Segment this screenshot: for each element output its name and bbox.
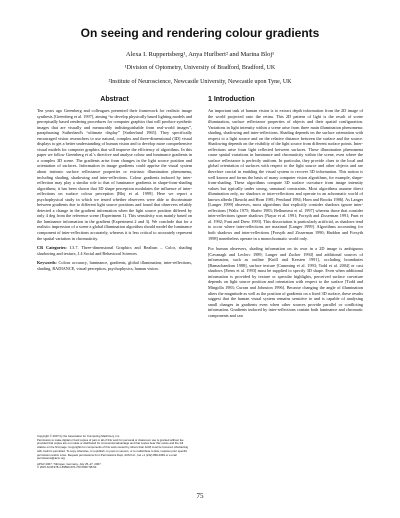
keywords-text: Colour accuracy, luminance, gradients, global illumination, inter-reflections, shading, RADIANCE, visual perception, psychophysics, human vision. bbox=[37, 260, 192, 271]
affiliation-bradford: ¹Division of Optometry, University of Bradford, Bradford, UK bbox=[124, 65, 276, 71]
cr-categories bbox=[37, 245, 192, 256]
introduction-heading: 1 Introduction bbox=[208, 96, 255, 103]
conference-line: APGV 2007, Tübingen, Germany, July 25–27, 2007. bbox=[37, 461, 102, 466]
copyright-line: Copyright © 2007 by the Association for Computing Machinery, Inc. bbox=[37, 434, 121, 438]
abstract-heading: Abstract bbox=[100, 96, 129, 103]
right-column bbox=[208, 95, 363, 318]
introduction-paragraph-2: For human observers, shading information on its own in a 2D image is ambiguous [Cavanagh and Leclerc 1989; Langer and Zucker 1994] and additional sources of information, such as outline [Knill and Kersten 1991], occluding boundaries [Ramachandran 1988], surface texture [Cumming et al. 1993; Todd et al. 2004] or cast shadows [Erens et al. 1993] must be supplied to specify 3D shape. Even when additional information is provided by texture or specular highlights, perceived surface curvature depends on light source position and orientation with respect to the surface [Todd and Mingolla 1983; Curran and Johnston 1996]. Because changing the angle of illumination alters the magnitude as well as the position of gradients on a fixed 3D surface, these results suggest that the human visual system remains sensitive to and is capable of analysing small changes in gradients even when other sources provide parallel or conflicting information. Gradients induced by inter-reflections contain both luminance and chromatic components and can bbox=[208, 246, 363, 318]
keywords bbox=[37, 260, 192, 271]
page-number: 75 bbox=[196, 492, 204, 500]
keywords-label: Keywords: bbox=[37, 260, 57, 266]
author-list: Alexa I. Ruppertsberg¹, Anya Hurlbert² and Marina Bloj¹ bbox=[125, 51, 275, 58]
introduction-paragraph-1: An important task of human vision is to extract depth information from the 2D image of the world projected onto the retina. This 2D pattern of light is the result of scene illumination, surface reflectance properties of objects and their spatial configuration. Variations in light intensity within a scene arise from three main illumination phenomena: shading, shadowing and inter-reflections. Shading depends on the surface orientation with respect to a light source and on the relative distance between the surface and the source. Shadowing depends on the visibility of the light source from different surface points. Inter-reflections arise from light reflected between surfaces. These illumination phenomena cause spatial variations in luminance and chromaticity within the scene, even where the surface reflectance is perfectly uniform. In particular, they provide clues to the local and global orientation of surfaces with respect to the light source and other objects and are therefore crucial in enabling the visual system to recover 3D information. This notion is well known and forms the basis of many computer vision algorithms, for example, shape-from-shading. These algorithms compute 3D surface curvature from image intensity values but typically under strong, unnatural constraints. Most algorithms assume direct illumination only, no shadows or inter-reflections and operate in an achromatic world of known albedo [Ikeuchi and Horn 1981; Pentland 1984; Horn and Brooks 1986]. As Langer [Langer 1999] observes, most algorithms that explicitly consider shadows ignore inter-reflections [Waltz 1975; Shafer 1983; Belhumeur et al. 1997] whereas those that consider inter-reflections ignore shadows [Nayar et al. 1991; Forsyth and Zisserman 1991; Funt et al. 1992; Funt and Drew 1993]. This dissociation is particularly artificial, as shadows tend to occur where inter-reflections are maximal [Langer 1999]. Algorithms accounting for both shadows and inter-reflections [Forsyth and Zisserman 1990; Haddon and Forsyth 1998] nonetheless operate in a monochromatic world only. bbox=[208, 108, 363, 241]
cr-categories-label: CR Categories: bbox=[37, 245, 67, 251]
left-column bbox=[37, 95, 192, 271]
copyright-footer bbox=[37, 435, 192, 470]
isbn-line: © 2007 ACM 978-1-59593-670-7/07/0007 $5.00 bbox=[37, 465, 97, 470]
affiliation-newcastle: ²Institute of Neuroscience, Newcastle University, Newcastle upon Tyne, UK bbox=[108, 79, 292, 85]
paper-title: On seeing and rendering colour gradients bbox=[80, 26, 320, 40]
cr-categories-text: I.3.7. Three-dimensional Graphics and Realism – Color, shading shadowing and texture, J.4 Social and Behavioral Sciences bbox=[37, 245, 192, 256]
abstract-text: Ten years ago Greenberg and colleagues presented their framework for realistic image synthesis [Greenberg et al. 1997], aiming “to develop physically based lighting models and perceptually based rendering procedures for computer graphics that will produce synthetic images that are visually and measurably indistinguishable from real-world images”, paraphrasing Sutherland's “ultimate display” [Sutherland 1965]. They specifically encouraged vision researchers to use natural, complex and three-dimensional (3D) visual displays to get a better understanding of human vision and to develop more comprehensive visual models for computer graphics that will improve the efficiency of algorithms. In this paper we follow Greenberg et al.'s directive and analyse colour and luminance gradients in a complex 3D scene. The gradients arise from changes in the light source position and orientation of surfaces. Information in image gradients could apprise the visual system about intrinsic surface reflectance properties or extrinsic illumination phenomena, including shading, shadowing and inter-reflections. Colour gradients induced by inter-reflection may play a similar role to that of luminance gradients in shape-from-shading algorithms; it has been shown that 3D shape perception modulates the influence of inter-reflections on surface colour perception [Bloj et al. 1999]. Here we report a psychophysical study in which we tested whether observers were able to discriminate between gradients due to different light source positions and found that observers reliably detected a change in the gradient information when the light source position differed by only 4 deg from the reference scene (Experiment 1). This sensitivity was mainly based on the luminance information in the gradient (Experiment 2 and 3). We conclude that for a realistic impression of a scene a global illumination algorithm should model the luminance component of inter-reflections accurately, whereas it is less critical to accurately represent the spatial variation in chromaticity. bbox=[37, 108, 193, 241]
permission-notice: Permission to make digital or hard copies of part or all of this work for personal or classroom use is granted without fee provided that copies are not made or distributed for commercial advantage and that copies bear this notice and the full citation on the first page. Copyrights for components of this work owned by others than ACM must be honored. Abstracting with credit is permitted. To copy otherwise, to republish, to post on servers, or to redistribute to lists, requires prior specific permission and/or a fee. Request permissions from Permissions Dept, ACM Inc., fax +1 (212) 869-0481 or e-mail permissions@acm.org. bbox=[37, 437, 189, 461]
